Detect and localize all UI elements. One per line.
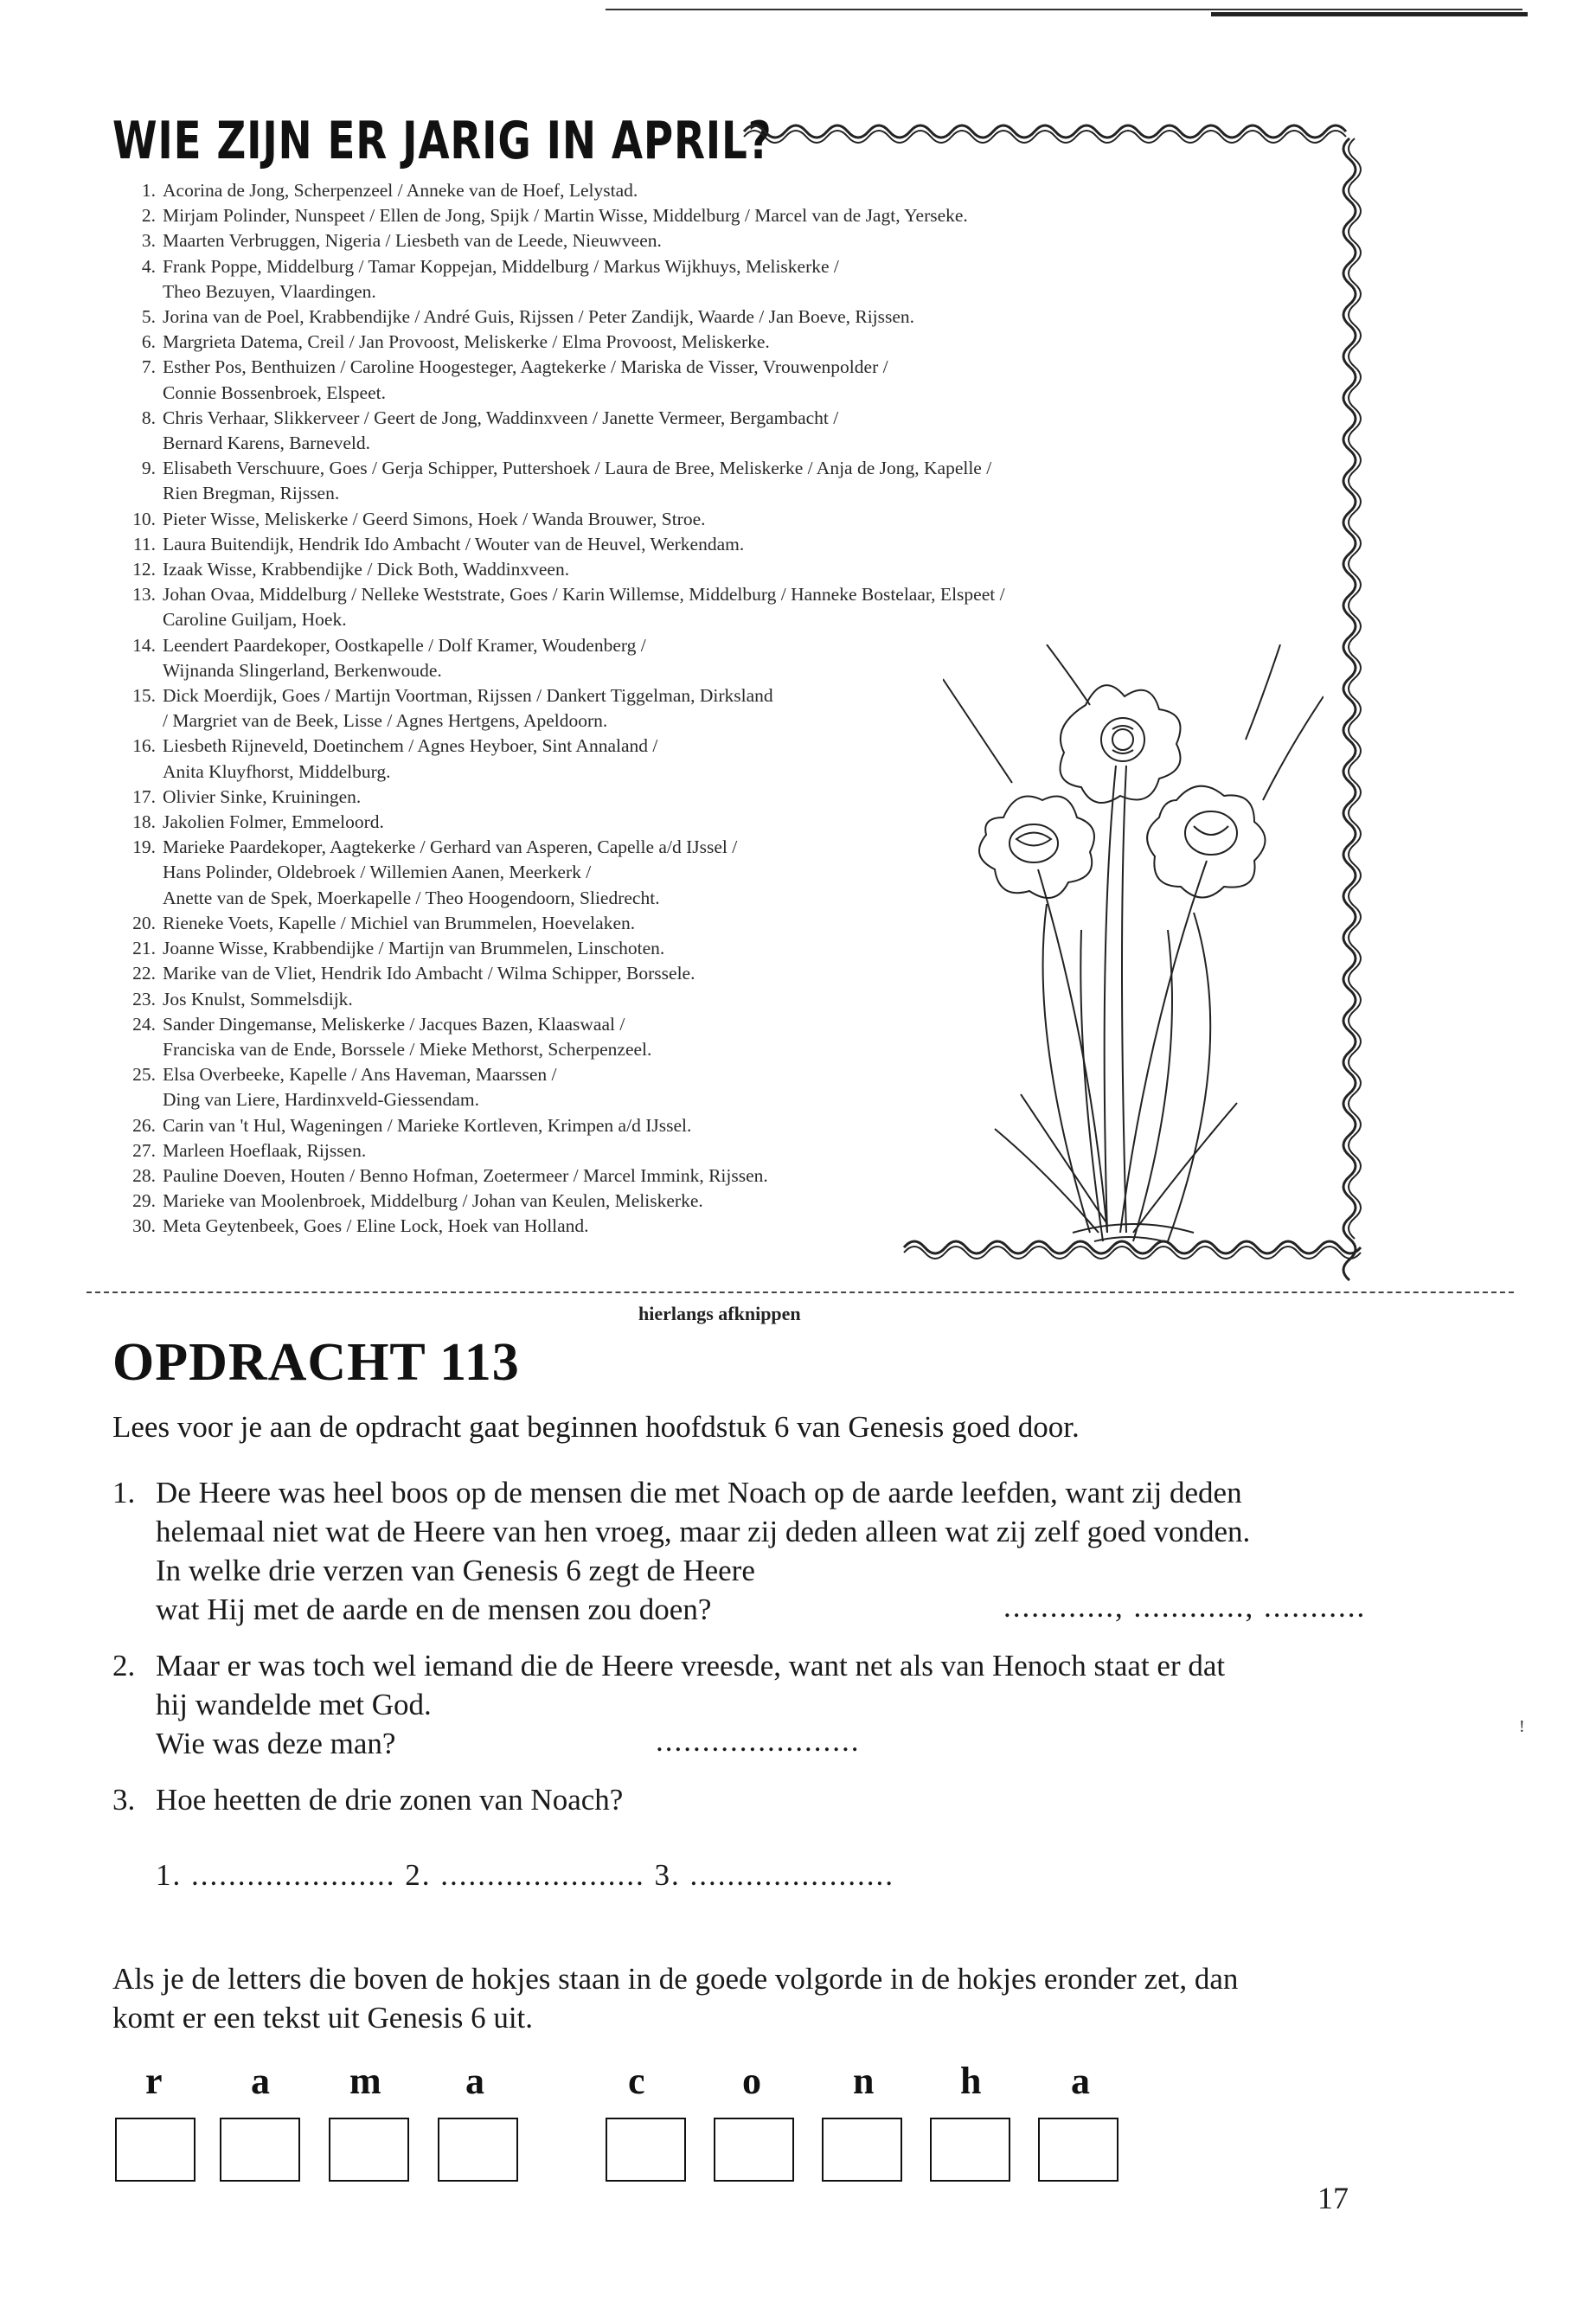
list-item: 4. Frank Poppe, Middelburg / Tamar Koppejan, Middelburg / Markus Wijkhuys, Meliskerke / Theo Bezuyen, Vlaardingen. [141, 255, 839, 302]
list-item: 2. Mirjam Polinder, Nunspeet / Ellen de Jong, Spijk / Martin Wisse, Middelburg / Marcel van de Jagt, Yerseke. [141, 205, 968, 227]
chain-border-top [744, 114, 1354, 149]
cut-line [87, 1292, 1514, 1293]
daffodil-illustration [943, 644, 1324, 1259]
daffodil-flower-top [1061, 685, 1181, 803]
answer-field-q3[interactable]: 1. ...................... 2. ...................... 3. ...................... [156, 1858, 894, 1892]
list-item: 14. Leendert Paardekoper, Oostkapelle / Dolf Kramer, Woudenberg / Wijnanda Slingerland, Berkenwoude. [132, 634, 646, 681]
answer-box[interactable] [714, 2118, 794, 2182]
question-number: 2. [112, 1649, 136, 1682]
puzzle-letter: r [145, 2060, 163, 2102]
list-item: 9. Elisabeth Verschuure, Goes / Gerja Schipper, Puttershoek / Laura de Bree, Meliskerke / Anja de Jong, Kapelle / Rien Bregman, Rijssen. [141, 458, 992, 504]
answer-box[interactable] [930, 2118, 1010, 2182]
puzzle-letter: a [251, 2060, 270, 2102]
page-number: 17 [1317, 2181, 1349, 2215]
list-item: 29. Marieke van Moolenbroek, Middelburg / Johan van Keulen, Meliskerke. [132, 1190, 703, 1212]
assignment-intro: Lees voor je aan de opdracht gaat beginnen hoofdstuk 6 van Genesis goed door. [112, 1410, 1080, 1444]
list-item: 12. Izaak Wisse, Krabbendijke / Dick Both, Waddinxveen. [132, 559, 570, 580]
list-item: 17. Olivier Sinke, Kruiningen. [132, 785, 362, 807]
list-item: 11. Laura Buitendijk, Hendrik Ido Ambacht / Wouter van de Heuvel, Werkendam. [132, 533, 745, 554]
answer-field-q2[interactable]: ...................... [656, 1724, 861, 1758]
list-item: 21. Joanne Wisse, Krabbendijke / Martijn van Brummelen, Linschoten. [132, 938, 665, 959]
puzzle-letter: a [1071, 2060, 1090, 2102]
assignment-title: OPDRACHT 113 [112, 1333, 520, 1392]
list-item: 19. Marieke Paardekoper, Aagtekerke / Gerhard van Asperen, Capelle a/d IJssel / Hans Polinder, Oldebroek / Willemien Aanen, Meerkerk / Anette van de Spek, Moerkapelle / Theo Hoogendoorn, Sliedrecht. [132, 836, 738, 908]
list-item: 7. Esther Pos, Benthuizen / Caroline Hoogesteger, Aagtekerke / Mariska de Visser, Vrouwenpolder / Connie Bossenbroek, Elspeet. [141, 356, 888, 403]
puzzle-instruction: Als je de letters die boven de hokjes staan in de goede volgorde in de hokjes eronder zet, dan komt er een tekst uit Genesis 6 uit. [112, 1962, 1239, 2035]
list-item: 1. Acorina de Jong, Scherpenzeel / Anneke van de Hoef, Lelystad. [141, 180, 638, 201]
cut-label: hierlangs afknippen [638, 1303, 801, 1324]
question-number: 1. [112, 1476, 136, 1509]
list-item: 15. Dick Moerdijk, Goes / Martijn Voortman, Rijssen / Dankert Tiggelman, Dirksland / Margriet van de Beek, Lisse / Agnes Hertgens, Apeldoorn. [132, 685, 773, 732]
answer-box[interactable] [438, 2118, 518, 2182]
list-item: 16. Liesbeth Rijneveld, Doetinchem / Agnes Heyboer, Sint Annaland / Anita Kluyfhorst, Middelburg. [132, 735, 658, 782]
list-item: 10. Pieter Wisse, Meliskerke / Geerd Simons, Hoek / Wanda Brouwer, Stroe. [132, 508, 706, 529]
answer-box[interactable] [329, 2118, 409, 2182]
list-item: 5. Jorina van de Poel, Krabbendijke / André Guis, Rijssen / Peter Zandijk, Waarde / Jan Boeve, Rijssen. [141, 306, 915, 328]
list-item: 30. Meta Geytenbeek, Goes / Eline Lock, Hoek van Holland. [132, 1215, 589, 1237]
puzzle-letter: n [853, 2060, 875, 2102]
answer-box[interactable] [822, 2118, 902, 2182]
stray-mark: ! [1519, 1717, 1525, 1736]
daffodil-flower-left [979, 797, 1094, 899]
question-number: 3. [112, 1783, 136, 1817]
daffodil-flower-right [1147, 786, 1265, 898]
list-item: 13. Johan Ovaa, Middelburg / Nelleke Weststrate, Goes / Karin Willemse, Middelburg / Hanneke Bostelaar, Elspeet / Caroline Guiljam, Hoek. [132, 584, 1005, 631]
answer-box[interactable] [606, 2118, 686, 2182]
puzzle-letter: m [349, 2060, 381, 2102]
list-item: 20. Rieneke Voets, Kapelle / Michiel van Brummelen, Hoevelaken. [132, 912, 636, 933]
list-item: 27. Marleen Hoeflaak, Rijssen. [132, 1139, 367, 1161]
puzzle-letter: a [465, 2060, 484, 2102]
top-rule-bold [1211, 12, 1528, 16]
list-item: 22. Marike van de Vliet, Hendrik Ido Ambacht / Wilma Schipper, Borssele. [132, 963, 695, 984]
puzzle-letter: o [742, 2060, 761, 2102]
list-item: 3. Maarten Verbruggen, Nigeria / Liesbeth van de Leede, Nieuwveen. [141, 230, 662, 252]
list-item: 28. Pauline Doeven, Houten / Benno Hofman, Zoetermeer / Marcel Immink, Rijssen. [132, 1164, 768, 1186]
list-item: 26. Carin van 't Hul, Wageningen / Marieke Kortleven, Krimpen a/d IJssel. [132, 1114, 692, 1136]
puzzle-letter: h [960, 2060, 982, 2102]
list-item: 24. Sander Dingemanse, Meliskerke / Jacques Bazen, Klaaswaal / Franciska van de Ende, Borssele / Mieke Methorst, Scherpenzeel. [132, 1013, 652, 1060]
answer-box[interactable] [1038, 2118, 1118, 2182]
top-rule [606, 9, 1522, 10]
birthday-heading: WIE ZIJN ER JARIG IN APRIL? [112, 111, 772, 171]
list-item: 23. Jos Knulst, Sommelsdijk. [132, 988, 353, 1009]
answer-box[interactable] [220, 2118, 300, 2182]
list-item: 25. Elsa Overbeeke, Kapelle / Ans Haveman, Maarssen / Ding van Liere, Hardinxveld-Giessendam. [132, 1064, 557, 1111]
puzzle-letter: c [628, 2060, 645, 2102]
list-item: 18. Jakolien Folmer, Emmeloord. [132, 811, 384, 833]
list-item: 6. Margrieta Datema, Creil / Jan Provoost, Meliskerke / Elma Provoost, Meliskerke. [141, 331, 770, 353]
list-item: 8. Chris Verhaar, Slikkerveer / Geert de Jong, Waddinxveen / Janette Vermeer, Bergambacht / Bernard Karens, Barneveld. [141, 407, 839, 454]
answer-field-q1[interactable]: ............, ............, ........... [1003, 1590, 1367, 1624]
answer-box[interactable] [115, 2118, 195, 2182]
